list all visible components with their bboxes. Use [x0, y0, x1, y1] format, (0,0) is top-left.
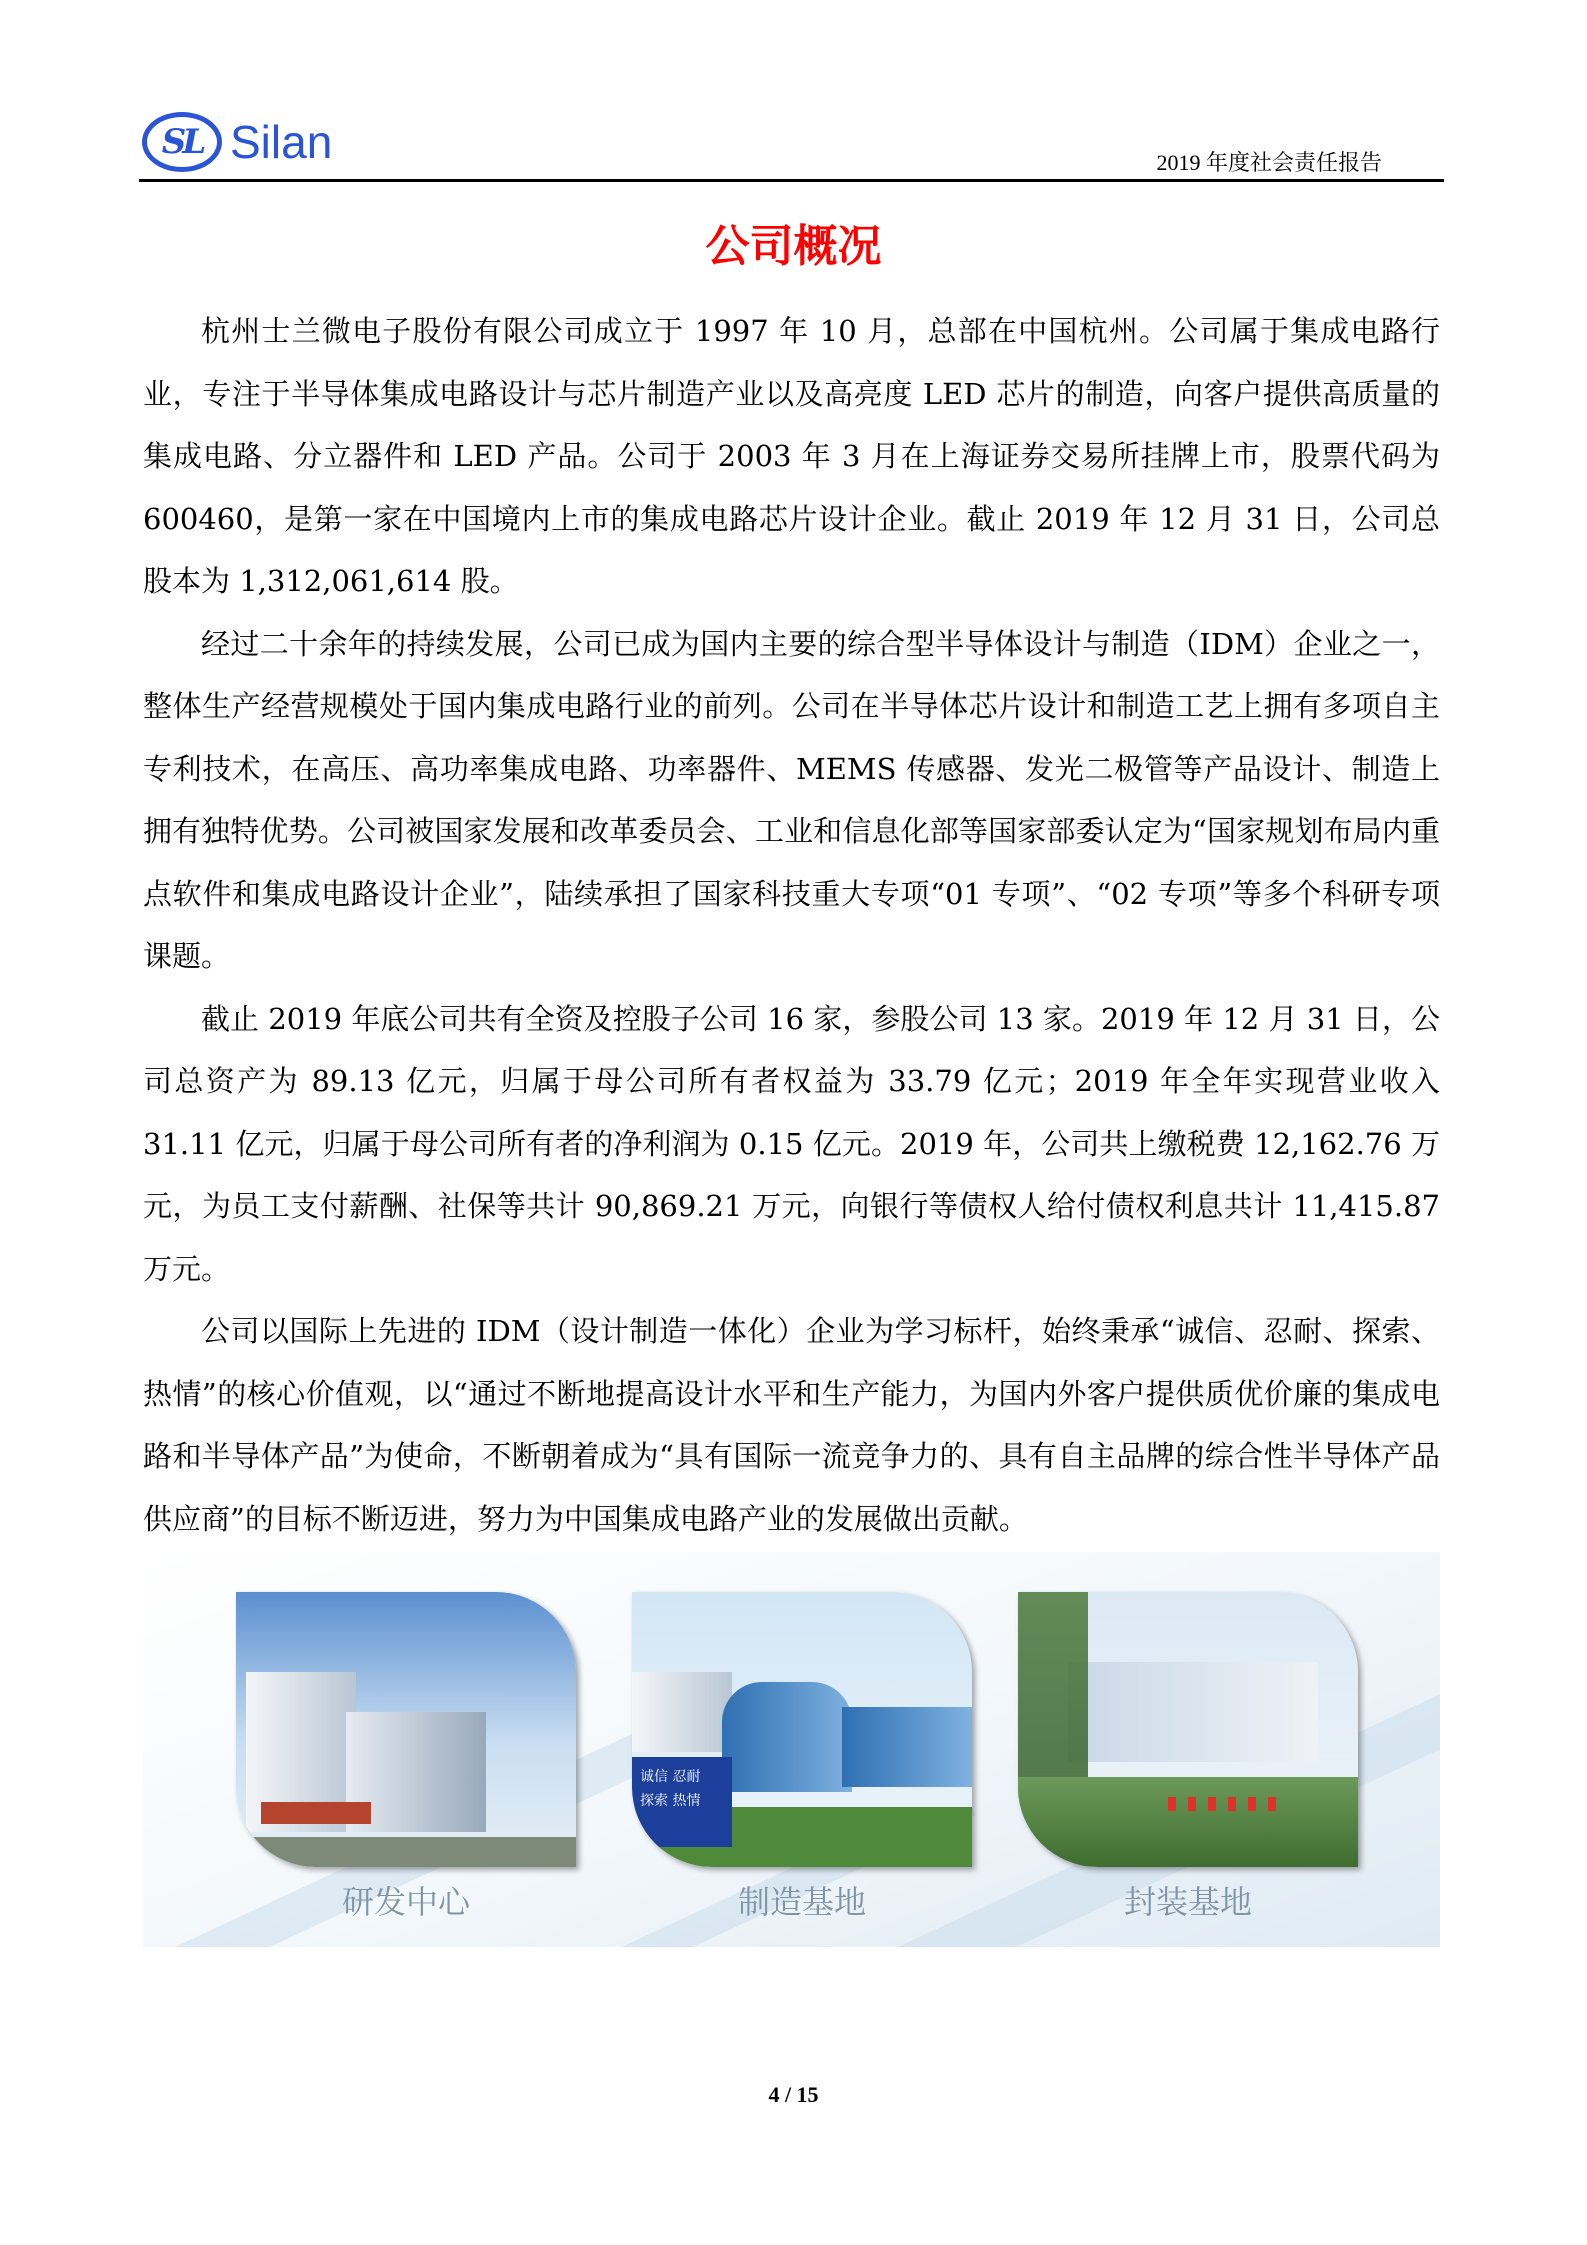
logo-mark-icon: SL [142, 112, 222, 172]
photo-manufacturing-base [632, 1592, 972, 1867]
body-text [143, 300, 1440, 1550]
header-divider [139, 179, 1444, 182]
facility-gallery [143, 1552, 1440, 1947]
silan-logo [142, 112, 332, 172]
logo-text: Silan [230, 116, 333, 168]
report-title: 2019 年度社会责任报告 [1156, 150, 1382, 175]
caption-rd-center: 研发中心 [341, 1883, 470, 1921]
paragraph: 截止 2019 年底公司共有全资及控股子公司 16 家，参股公司 13 家。2019 年 12 月 31 日，公司总资产为 89.13 亿元，归属于母公司所有者权益为 33.79 亿元；2019 年全年实现营业收入 31.11 亿元，归属于母公司所有者的净利润为 0.15 亿元。2019 年，公司共上缴税费 12,162.76 万元，为员工支付薪酬、社保等共计 90,869.21 万元，向银行等债权人给付债权利息共计 11,415.87 万元。 [143, 1001, 1440, 1286]
sign-line: 探索 热情 [640, 1793, 701, 1809]
caption-packaging-base: 封装基地 [1123, 1883, 1252, 1921]
page-number: 4 / 15 [768, 2082, 819, 2107]
sign-line: 诚信 忍耐 [640, 1769, 701, 1785]
paragraph: 经过二十余年的持续发展，公司已成为国内主要的综合型半导体设计与制造（IDM）企业之一，整体生产经营规模处于国内集成电路行业的前列。公司在半导体芯片设计和制造工艺上拥有多项自主专利技术，在高压、高功率集成电路、功率器件、MEMS 传感器、发光二极管等产品设计、制造上拥有独特优势。公司被国家发展和改革委员会、工业和信息化部等国家部委认定为“国家规划布局内重点软件和集成电路设计企业”，陆续承担了国家科技重大专项“01 专项”、“02 专项”等多个科研专项课题。 [143, 626, 1440, 973]
caption-manufacturing-base: 制造基地 [737, 1883, 866, 1921]
paragraph: 公司以国际上先进的 IDM（设计制造一体化）企业为学习标杆，始终秉承“诚信、忍耐、探索、热情”的核心价值观，以“通过不断地提高设计水平和生产能力，为国内外客户提供质优价廉的集成电路和半导体产品”为使命，不断朝着成为“具有国际一流竞争力的、具有自主品牌的综合性半导体产品供应商”的目标不断迈进，努力为中国集成电路产业的发展做出贡献。 [143, 1314, 1440, 1536]
photo-packaging-base [1018, 1592, 1358, 1867]
photo-rd-center [236, 1592, 576, 1867]
page-title: 公司概况 [705, 221, 882, 272]
values-sign [632, 1757, 732, 1847]
paragraph: 杭州士兰微电子股份有限公司成立于 1997 年 10 月，总部在中国杭州。公司属于集成电路行业，专注于半导体集成电路设计与芯片制造产业以及高亮度 LED 芯片的制造，向客户提供高质量的集成电路、分立器件和 LED 产品。公司于 2003 年 3 月在上海证券交易所挂牌上市，股票代码为 600460，是第一家在中国境内上市的集成电路芯片设计企业。截止 2019 年 12 月 31 日，公司总股本为 1,312,061,614 股。 [143, 314, 1440, 598]
